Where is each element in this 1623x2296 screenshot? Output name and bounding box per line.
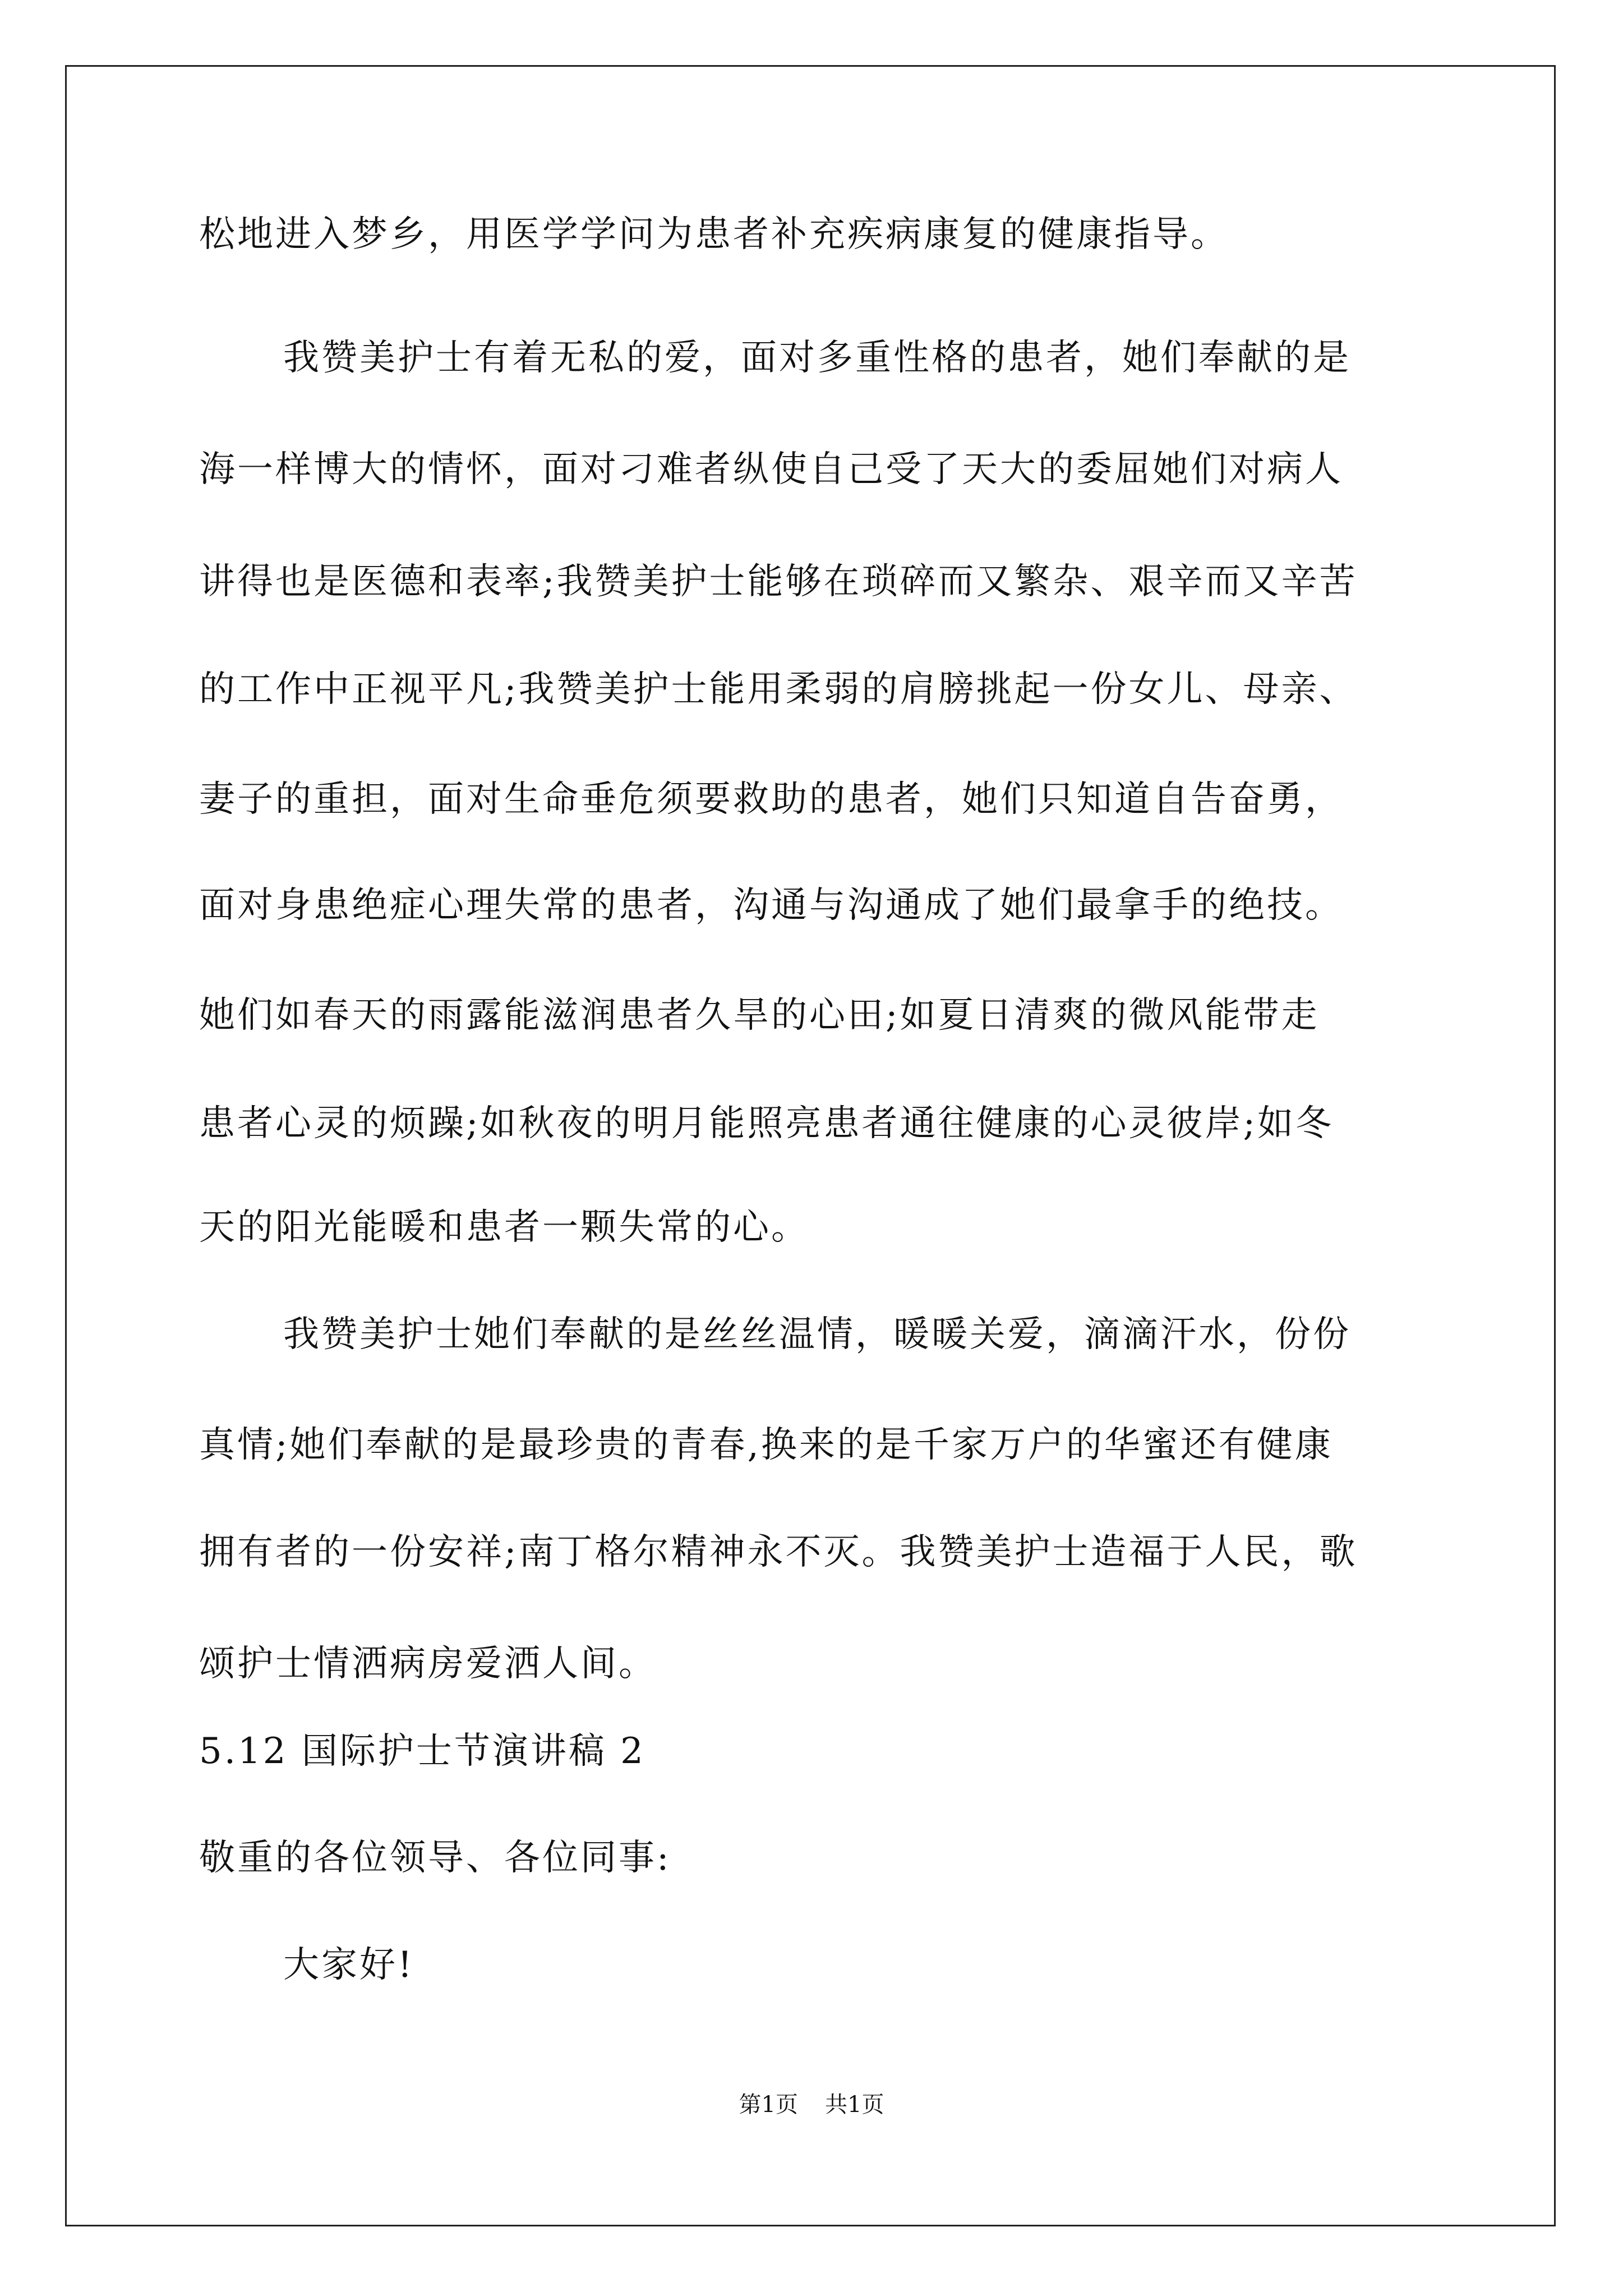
paragraph-line: 天的阳光能暖和患者一颗失常的心。 (199, 1207, 809, 1248)
paragraph-line: 拥有者的一份安祥;南丁格尔精神永不灭。我赞美护士造福于人民，歌 (199, 1531, 1358, 1573)
page-number-current: 第1页 (739, 2092, 798, 2118)
paragraph-line: 颂护士情洒病房爱洒人间。 (199, 1643, 657, 1685)
paragraph-line: 我赞美护士有着无私的爱，面对多重性格的患者，她们奉献的是 (283, 337, 1351, 379)
salutation: 敬重的各位领导、各位同事: (199, 1837, 671, 1879)
paragraph-line: 患者心灵的烦躁;如秋夜的明月能照亮患者通往健康的心灵彼岸;如冬 (199, 1103, 1334, 1144)
paragraph-line: 讲得也是医德和表率;我赞美护士能够在琐碎而又繁杂、艰辛而又辛苦 (199, 561, 1358, 602)
paragraph-line: 海一样博大的情怀，面对刁难者纵使自己受了天大的委屈她们对病人 (199, 449, 1343, 490)
page-footer (0, 2091, 1623, 2119)
paragraph-line: 她们如春天的雨露能滋润患者久旱的心田;如夏日清爽的微风能带走 (199, 995, 1320, 1036)
greeting: 大家好! (283, 1944, 414, 1986)
page-number-total: 共1页 (825, 2092, 884, 2118)
paragraph-line: 我赞美护士她们奉献的是丝丝温情，暖暖关爱，滴滴汗水，份份 (283, 1314, 1351, 1355)
paragraph-line: 面对身患绝症心理失常的患者，沟通与沟通成了她们最拿手的绝技。 (199, 885, 1343, 926)
paragraph-line: 的工作中正视平凡;我赞美护士能用柔弱的肩膀挑起一份女儿、母亲、 (199, 669, 1358, 710)
paragraph-line: 真情;她们奉献的是最珍贵的青春,换来的是千家万户的华蜜还有健康 (199, 1424, 1333, 1466)
paragraph-line: 松地进入梦乡，用医学学问为患者补充疾病康复的健康指导。 (199, 214, 1229, 255)
section-heading: 5.12 国际护士节演讲稿 2 (199, 1731, 645, 1772)
paragraph-line: 妻子的重担，面对生命垂危须要救助的患者，她们只知道自告奋勇， (199, 779, 1343, 820)
